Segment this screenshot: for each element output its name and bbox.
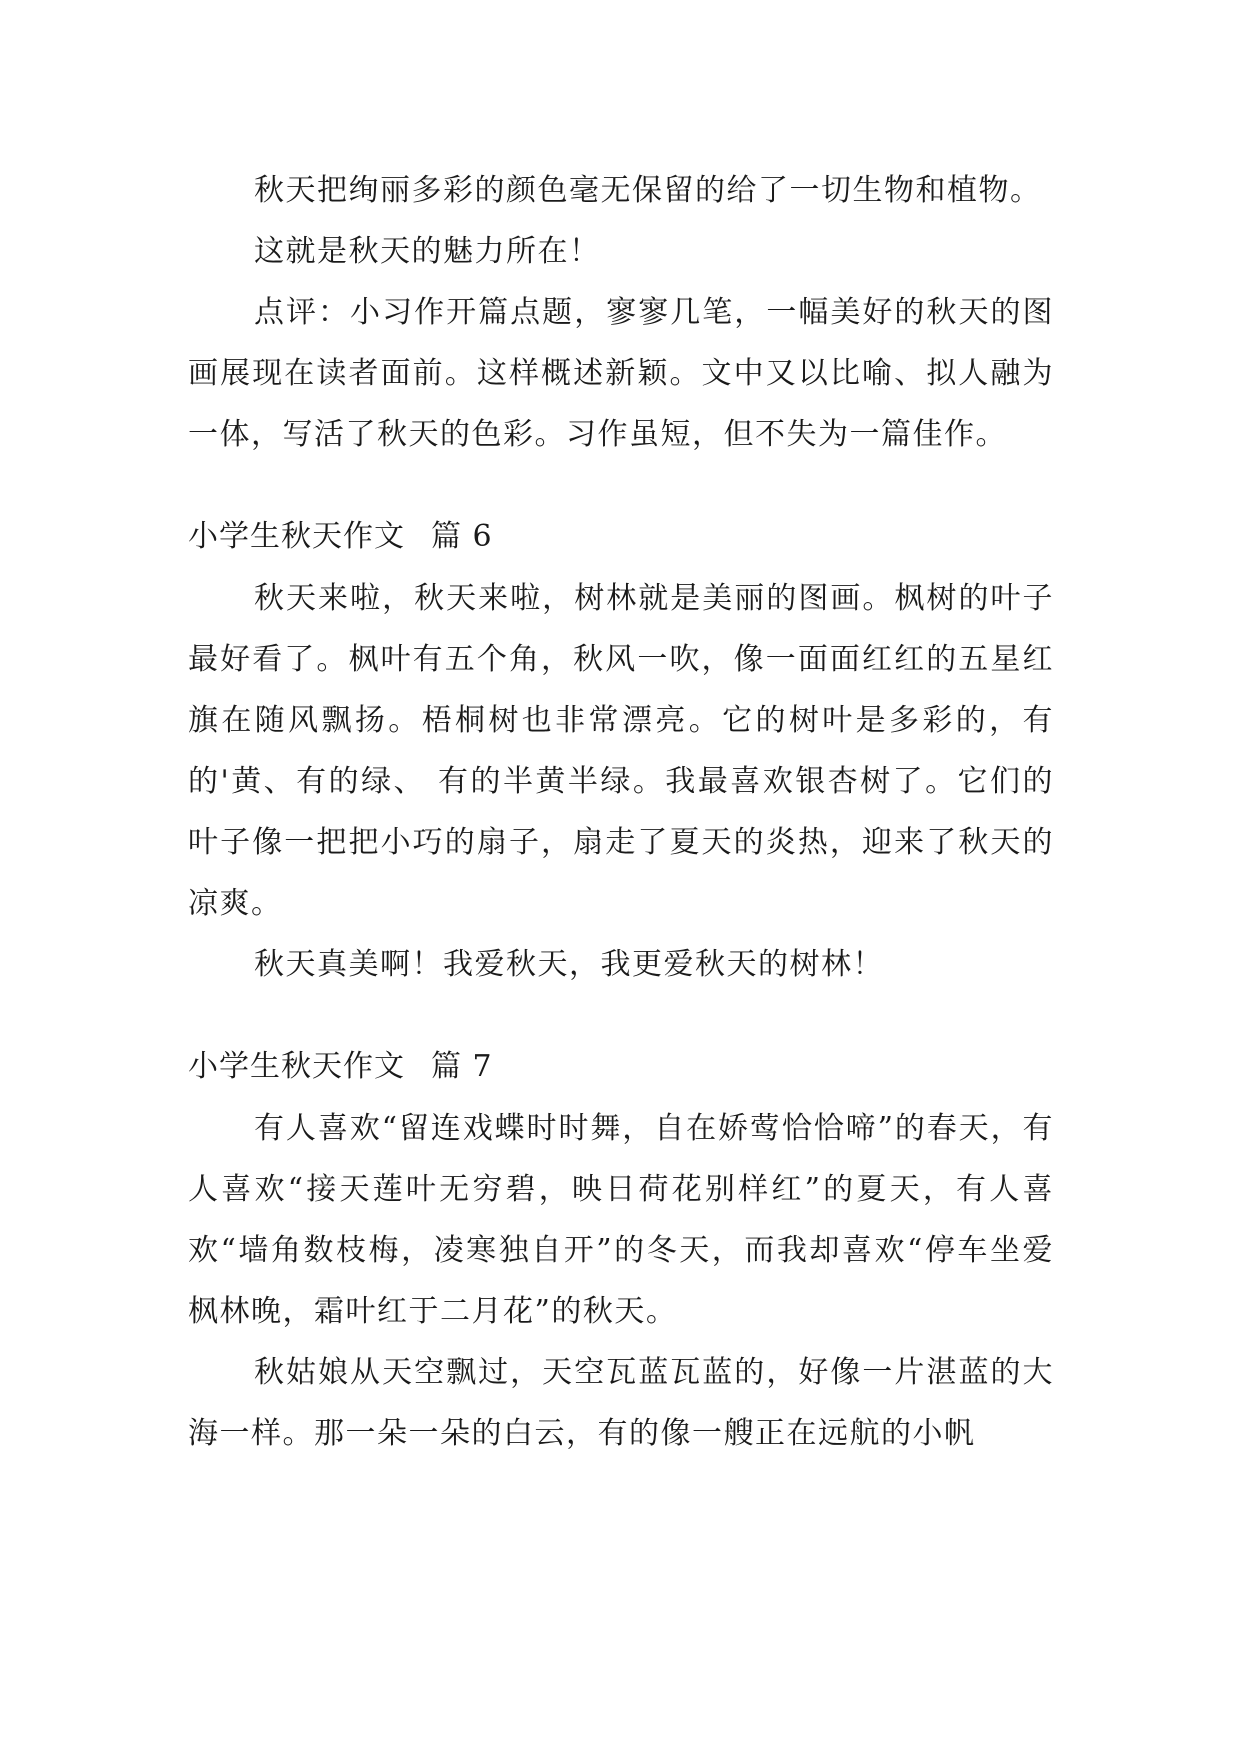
paragraph: 有人喜欢“留连戏蝶时时舞，自在娇莺恰恰啼”的春天，有人喜欢“接天莲叶无穷碧，映日荷花别样红”的夏天，有人喜欢“墙角数枝梅，凌寒独自开”的冬天，而我却喜欢“停车坐爱枫林晚，霜叶红于二月花”的秋天。 [188,1111,1054,1329]
section-heading [188,506,1054,568]
paragraph: 秋天把绚丽多彩的颜色毫无保留的给了一切生物和植物。 [254,173,1042,208]
paragraph: 秋姑娘从天空飘过，天空瓦蓝瓦蓝的，好像一片湛蓝的大海一样。那一朵一朵的白云，有的像一艘正在远航的小帆 [188,1355,1054,1451]
document-page [188,160,1054,1464]
paragraph: 点评：小习作开篇点题，寥寥几笔，一幅美好的秋天的图画展现在读者面前。这样概述新颖。文中又以比喻、拟人融为一体，写活了秋天的色彩。习作虽短，但不失为一篇佳作。 [188,295,1054,452]
section-heading [188,1036,1054,1098]
paragraph: 秋天真美啊！我爱秋天，我更爱秋天的树林！ [254,947,884,982]
paragraph: 这就是秋天的魅力所在！ [254,234,601,269]
section-number: 篇 6 [431,519,493,554]
paragraph: 秋天来啦，秋天来啦，树林就是美丽的图画。枫树的叶子最好看了。枫叶有五个角，秋风一吹，像一面面红红的五星红旗在随风飘扬。梧桐树也非常漂亮。它的树叶是多彩的，有的'黄、有的绿、 有的半黄半绿。我最喜欢银杏树了。它们的叶子像一把把小巧的扇子，扇走了夏天的炎热，迎来了秋天的凉爽。 [188,581,1054,921]
section-title: 小学生秋天作文 [188,1049,405,1084]
section-number: 篇 7 [431,1049,493,1084]
section-title: 小学生秋天作文 [188,519,405,554]
